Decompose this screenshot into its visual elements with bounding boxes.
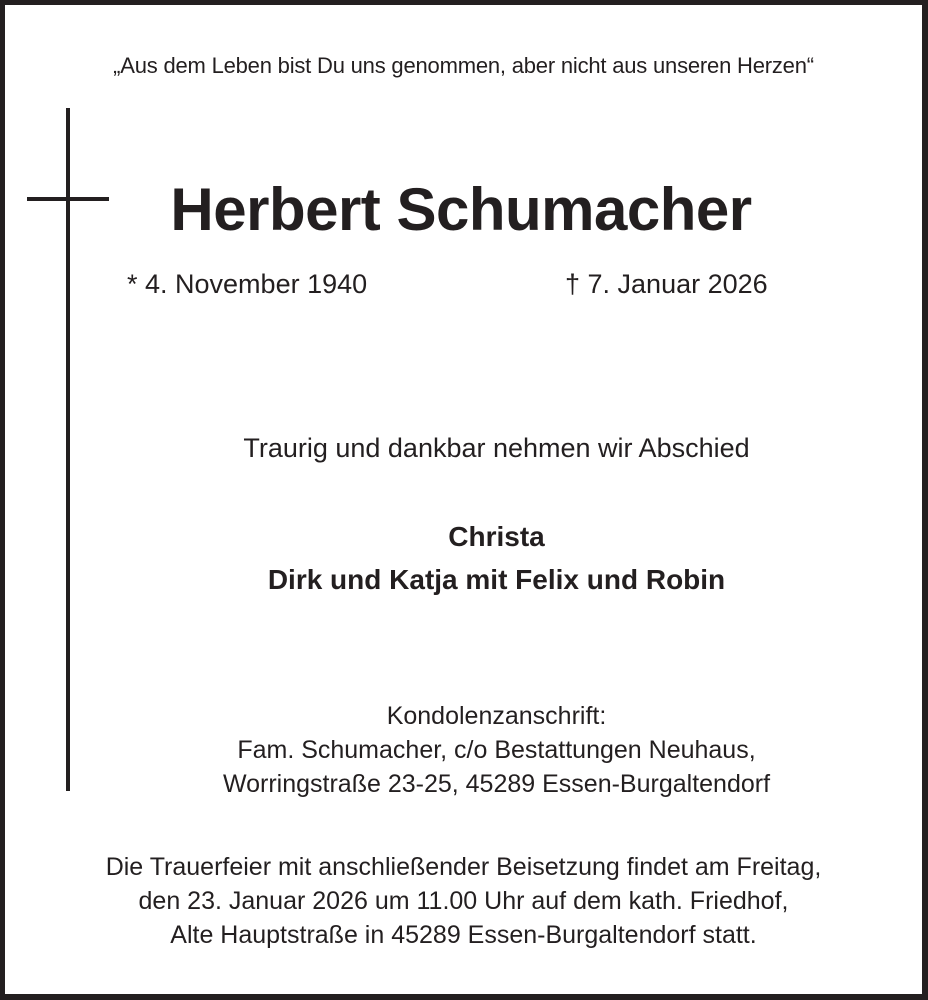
memorial-quote: „Aus dem Leben bist Du uns genommen, aber nicht aus unseren Herzen“: [113, 53, 814, 78]
service-line: Die Trauerfeier mit anschließender Beisetzung findet am Freitag,: [105, 853, 822, 881]
service-line: den 23. Januar 2026 um 11.00 Uhr auf dem kath. Friedhof,: [138, 887, 789, 915]
birth-date: * 4. November 1940: [127, 269, 368, 299]
service-info: [15, 850, 912, 952]
family-line: Christa: [448, 521, 545, 552]
deceased-name: Herbert Schumacher: [170, 176, 752, 243]
condolence-line: Fam. Schumacher, c/o Bestattungen Neuhaus,: [237, 736, 756, 764]
farewell-text: Traurig und dankbar nehmen wir Abschied: [243, 433, 750, 463]
condolence-label: Kondolenzanschrift:: [386, 702, 607, 730]
cross-icon-vertical: [66, 108, 70, 791]
family-line: Dirk und Katja mit Felix und Robin: [267, 564, 726, 595]
condolence-line: Worringstraße 23-25, 45289 Essen-Burgaltendorf: [222, 770, 771, 798]
condolence-address: [71, 699, 922, 801]
service-line: Alte Hauptstraße in 45289 Essen-Burgaltendorf statt.: [170, 921, 757, 949]
family-names: [71, 515, 922, 601]
cross-icon-horizontal: [27, 197, 109, 201]
obituary-card: [5, 5, 922, 994]
death-date: † 7. Januar 2026: [565, 269, 768, 299]
